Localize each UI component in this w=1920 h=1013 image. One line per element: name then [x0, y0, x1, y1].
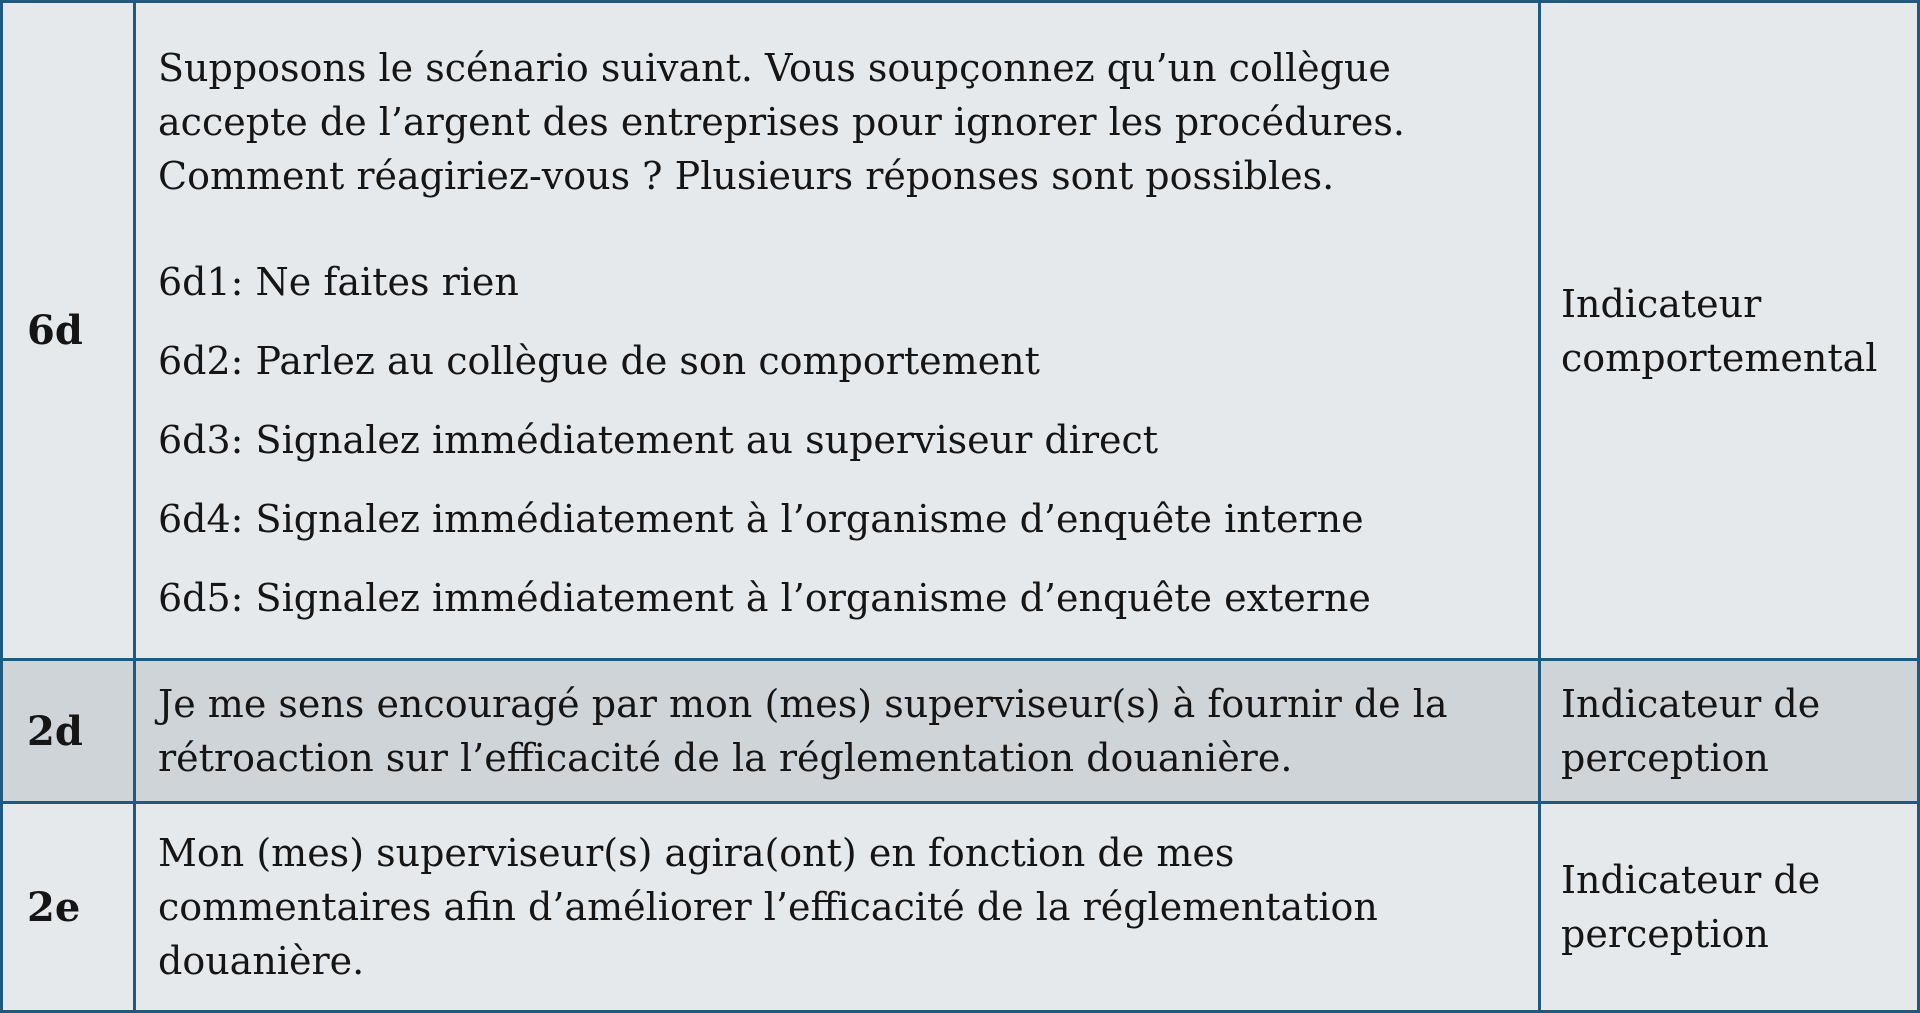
answer-option: 6d3: Signalez immédiatement au superviseur direct [158, 418, 1159, 462]
indicator-cell [1541, 804, 1917, 1010]
answer-options [158, 255, 1528, 625]
question-line: Comment réagiriez-vous ? Plusieurs réponses sont possibles. [158, 154, 1335, 198]
indicator-line: Indicateur de [1561, 858, 1821, 902]
row-id: 2d [3, 661, 136, 801]
answer-option: 6d4: Signalez immédiatement à l’organisme d’enquête interne [158, 497, 1364, 541]
row-id: 6d [3, 3, 136, 658]
indicator-line: comportemental [1561, 335, 1878, 380]
row-id: 2e [3, 804, 136, 1010]
question-cell [136, 3, 1541, 658]
answer-option: 6d2: Parlez au collègue de son comportement [158, 339, 1040, 383]
question-text [158, 41, 1528, 203]
indicator-line: perception [1561, 912, 1769, 956]
question-line: rétroaction sur l’efficacité de la réglementation douanière. [158, 736, 1293, 780]
question-line: Mon (mes) superviseur(s) agira(ont) en fonction de mes [158, 831, 1235, 875]
answer-option: 6d1: Ne faites rien [158, 260, 519, 304]
table-row [3, 801, 1917, 1010]
indicator-cell [1541, 661, 1917, 801]
question-line: Supposons le scénario suivant. Vous soupçonnez qu’un collègue [158, 46, 1391, 90]
indicator-cell [1541, 3, 1917, 658]
question-cell [136, 804, 1541, 1010]
indicator-line: perception [1561, 736, 1769, 780]
table-row [3, 3, 1917, 658]
answer-option: 6d5: Signalez immédiatement à l’organisme d’enquête externe [158, 576, 1371, 620]
indicator-line: Indicateur [1561, 281, 1762, 326]
table-row [3, 658, 1917, 801]
question-line: douanière. [158, 939, 365, 983]
question-line: accepte de l’argent des entreprises pour ignorer les procédures. [158, 100, 1405, 144]
indicator-line: Indicateur de [1561, 682, 1821, 726]
question-line: commentaires afin d’améliorer l’efficacité de la réglementation [158, 885, 1378, 929]
question-line: Je me sens encouragé par mon (mes) superviseur(s) à fournir de la [158, 682, 1448, 726]
question-cell [136, 661, 1541, 801]
